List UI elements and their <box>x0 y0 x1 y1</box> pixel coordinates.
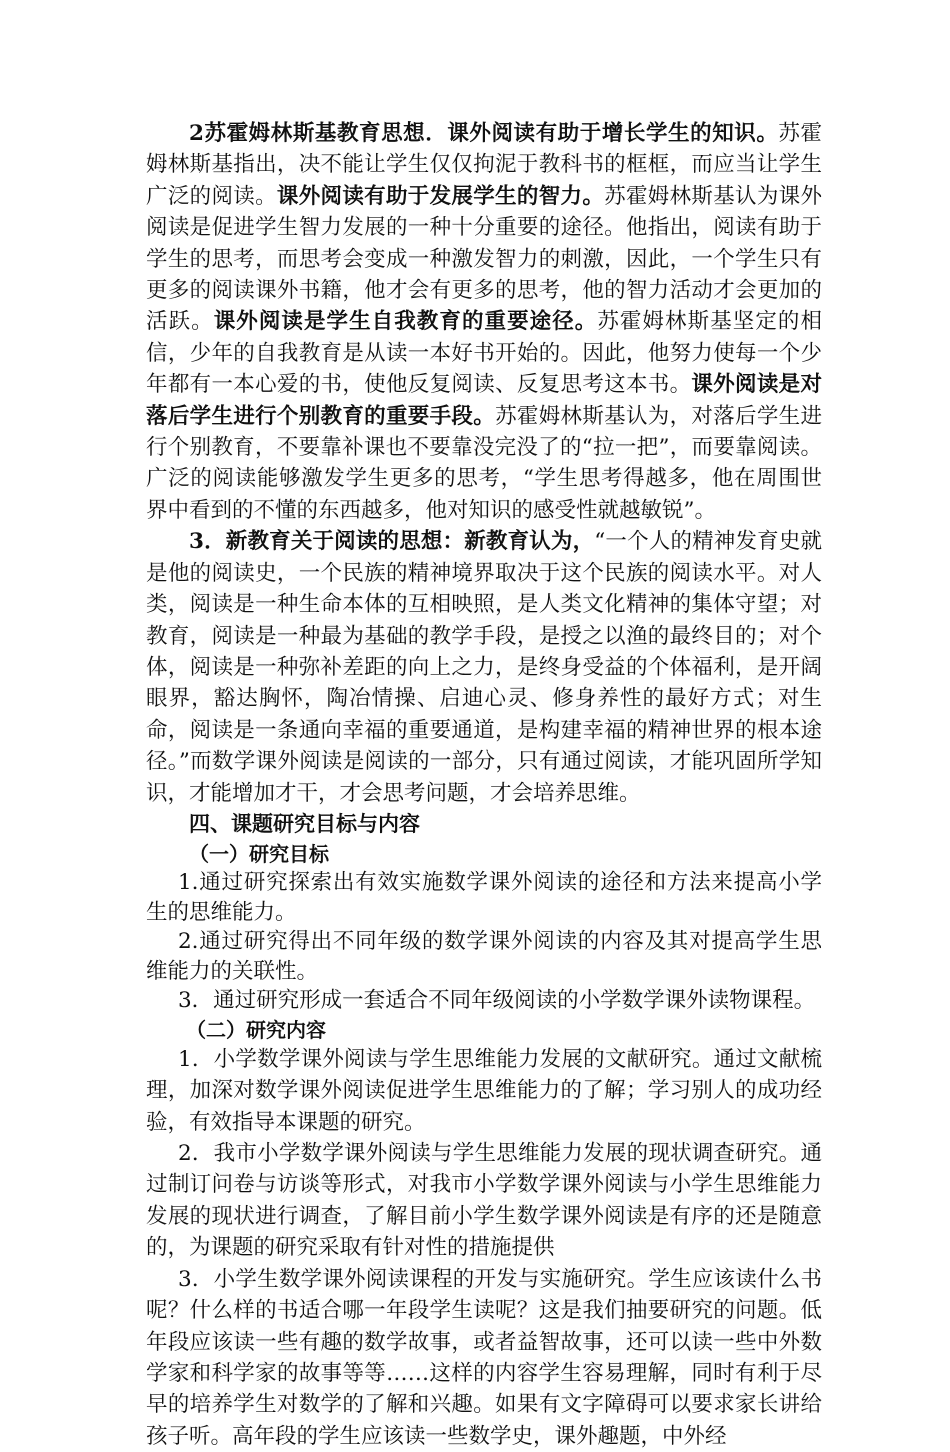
paragraph-new-education <box>146 526 822 809</box>
paragraph-suhomlinsky <box>146 118 822 526</box>
bold-lead-new-education: 3．新教育关于阅读的思想：新教育认为， <box>189 529 595 555</box>
goal-item-1: 1.通过研究探索出有效实施数学课外阅读的途径和方法来提高小学生的思维能力。 <box>146 870 822 925</box>
bold-lead-intelligence: 课外阅读有助于发展学生的智力。 <box>276 183 605 209</box>
text-knowledge: 苏霍姆林斯基指出，决不能让学生仅仅拘泥于教科书的框框，而应当让学生广泛的阅读。 <box>146 121 822 209</box>
bold-lead-knowledge: 2苏霍姆林斯基教育思想．课外阅读有助于增长学生的知识。 <box>189 121 779 146</box>
contents-heading: （二）研究内容 <box>186 1017 326 1042</box>
bold-lead-lagging-students: 课外阅读是对落后学生进行个别教育的重要手段。 <box>146 372 822 429</box>
goal-item-3: 3．通过研究形成一套适合不同年级阅读的小学数学课外读物课程。 <box>178 988 816 1014</box>
content-item-3: 3．小学生数学课外阅读课程的开发与实施研究。学生应该读什么书呢？什么样的书适合哪一年段学生读呢？这是我们抽要研究的问题。低年段应该读一些有趣的数学故事，或者益智故事，还可以读一些中外数学家和科学家的故事等等……这样的内容学生容易理解，同时有利于尽早的培养学生对数学的了解和兴趣。如果有文字障碍可以要求家长讲给孩子听。高年段的学生应该读一些数学史，课外趣题，中外经 <box>146 1266 822 1449</box>
bold-lead-self-education: 课外阅读是学生自我教育的重要途径。 <box>213 309 598 335</box>
content-item-1: 1．小学数学课外阅读与学生思维能力发展的文献研究。通过文献梳理，加深对数学课外阅读促进学生思维能力的了解；学习别人的成功经验，有效指导本课题的研究。 <box>146 1046 822 1135</box>
text-self-education: 苏霍姆林斯基坚定的相信，少年的自我教育是从读一本好书开始的。因此，他努力使每一个少年都有一本心爱的书，使他反复阅读、反复思考这本书。 <box>146 309 822 398</box>
goal-item-2: 2.通过研究得出不同年级的数学课外阅读的内容及其对提高学生思维能力的关联性。 <box>146 929 822 984</box>
chapter-title: 四、课题研究目标与内容 <box>189 811 420 836</box>
goals-heading: （一）研究目标 <box>189 842 329 867</box>
content-item-2: 2．我市小学数学课外阅读与学生思维能力发展的现状调查研究。通过制订问卷与访谈等形式，对我市小学数学课外阅读与小学生思维能力发展的现状进行调查，了解目前小学生数学课外阅读是有序的还是随意的，为课题的研究采取有针对性的措施提供 <box>146 1141 822 1261</box>
document-page <box>146 118 822 1452</box>
text-new-education: “一个人的精神发育史就是他的阅读史，一个民族的精神境界取决于这个民族的阅读水平。对人类，阅读是一种生命本体的互相映照，是人类文化精神的集体守望；对教育，阅读是一种最为基础的教学手段，是授之以渔的最终目的；对个体，阅读是一种弥补差距的向上之力，是终身受益的个体福利，是开阔眼界，豁达胸怀，陶冶情操、启迪心灵、修身养性的最好方式；对生命，阅读是一条通向幸福的重要通道，是构建幸福的精神世界的根本途径。”而数学课外阅读是阅读的一部分，只有通过阅读，才能巩固所学知识，才能增加才干，才会思考问题，才会培养思维。 <box>146 529 822 806</box>
text-intelligence: 苏霍姆林斯基认为课外阅读是促进学生智力发展的一种十分重要的途径。他指出，阅读有助于学生的思考，而思考会变成一种激发智力的刺激，因此，一个学生只有更多的阅读课外书籍，他才会有更多的思考，他的智力活动才会更加的活跃。 <box>146 183 822 335</box>
text-lagging-students: 苏霍姆林斯基认为，对落后学生进行个别教育，不要靠补课也不要靠没完没了的“拉一把”，而要靠阅读。广泛的阅读能够激发学生更多的思考，“学生思考得越多，他在周围世界中看到的不懂的东西越多，他对知识的感受性就越敏锐”。 <box>146 403 822 523</box>
